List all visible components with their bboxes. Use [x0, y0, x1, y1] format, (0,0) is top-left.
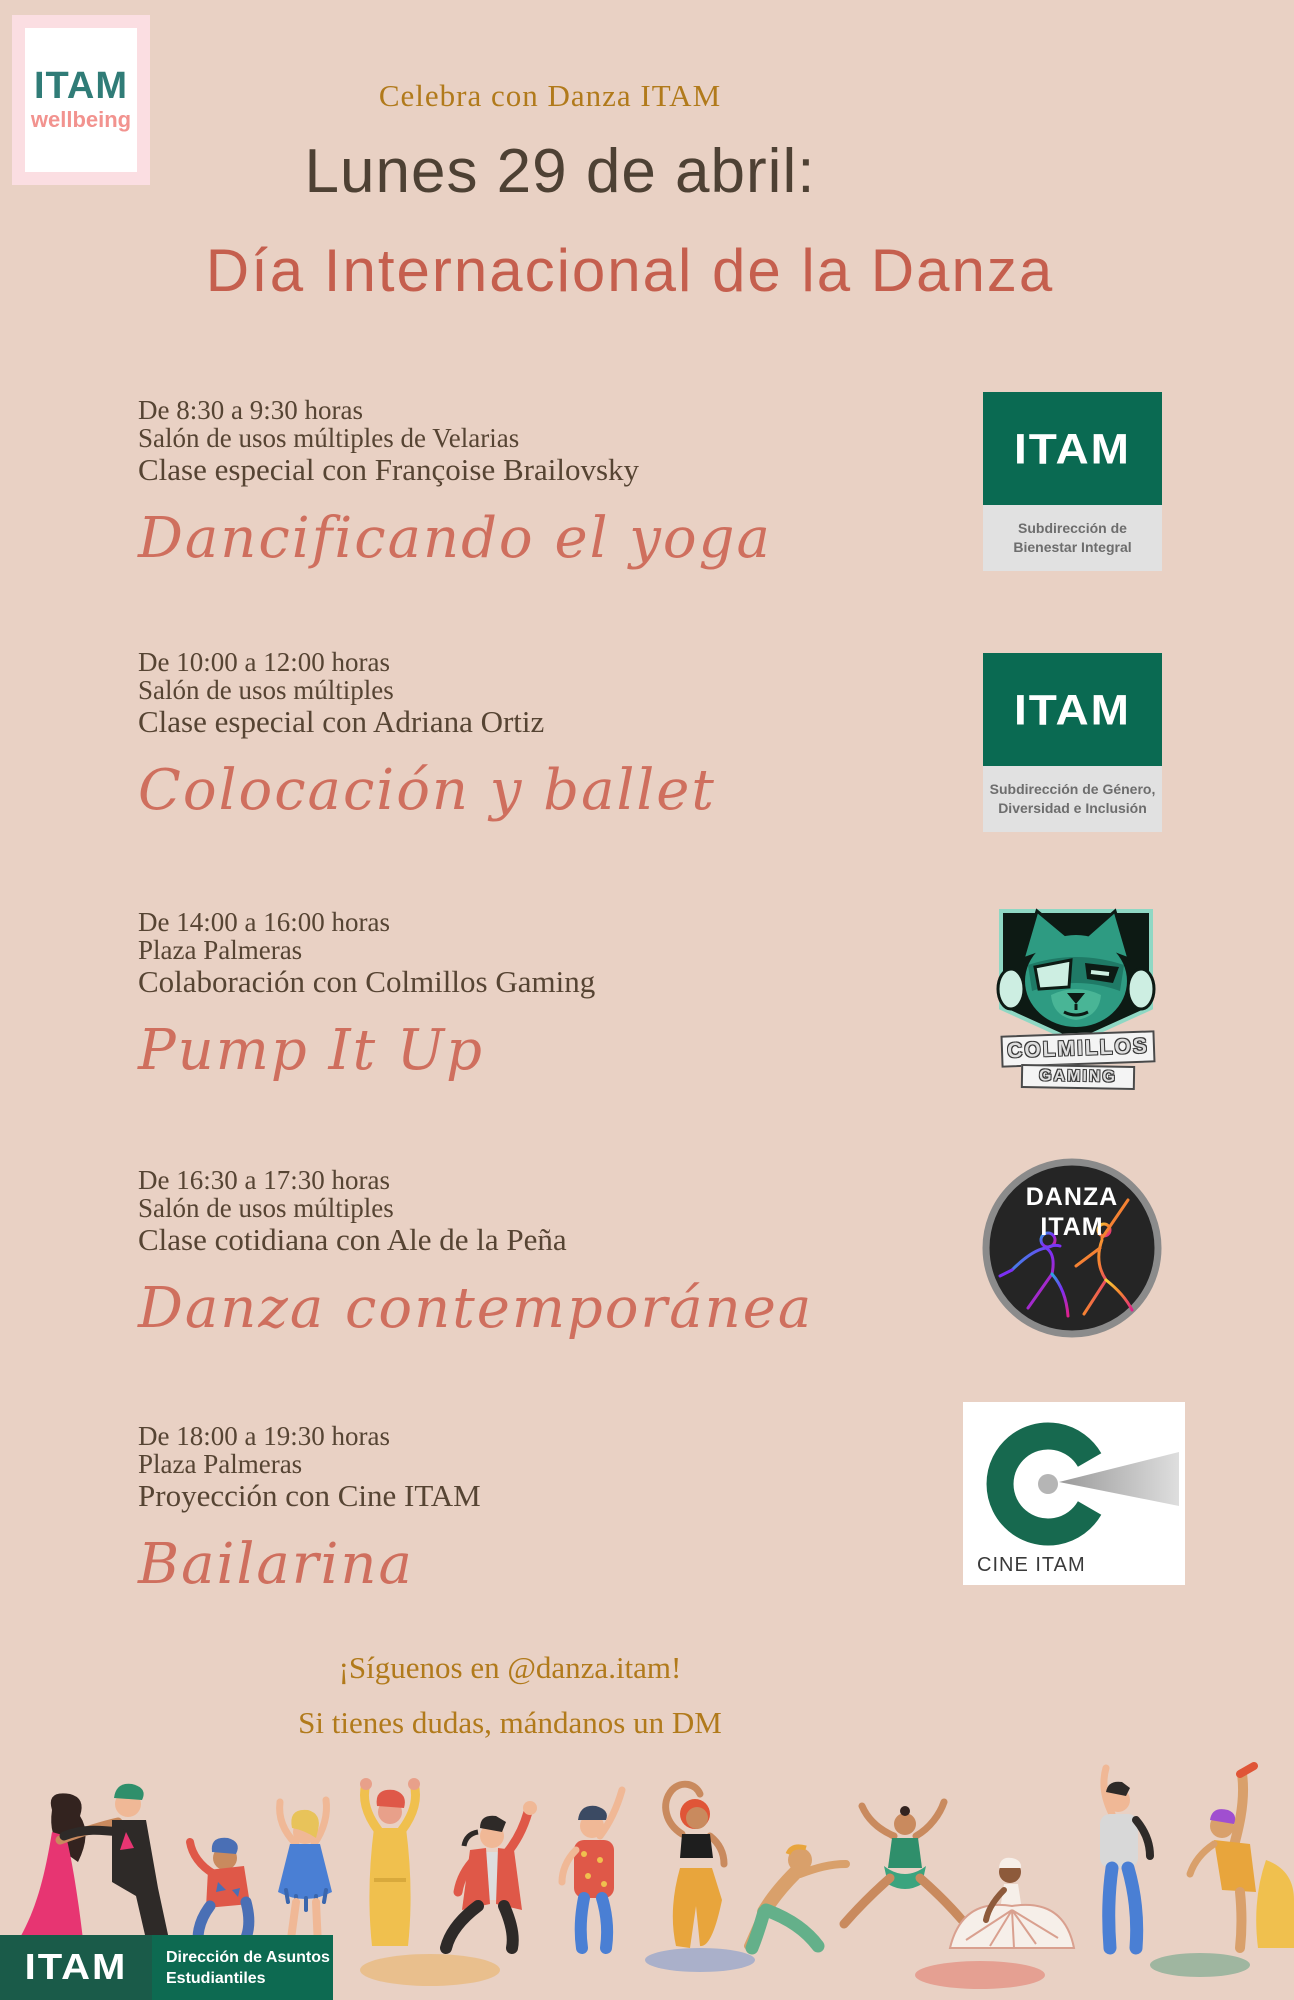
itam-genero-logo — [983, 653, 1162, 832]
page-subtitle: Día Internacional de la Danza — [205, 237, 1055, 304]
colmillos-gaming-text: GAMING — [1021, 1064, 1135, 1090]
danza-itam-logo — [982, 1158, 1162, 1338]
itam-wordmark: ITAM — [1013, 424, 1131, 473]
event-location: Plaza Palmeras — [138, 1449, 303, 1479]
page-title: Lunes 29 de abril: — [304, 137, 816, 206]
itam-logo-caption — [983, 505, 1162, 571]
dancer-figure — [360, 1778, 420, 1946]
event-time: De 8:30 a 9:30 horas — [138, 395, 363, 425]
event-location: Salón de usos múltiples de Velarias — [138, 423, 520, 453]
event-name: Danza contemporánea — [138, 1276, 814, 1341]
event-location: Plaza Palmeras — [138, 935, 303, 965]
caption-line: Subdirección de — [1018, 520, 1127, 536]
wellbeing-itam-text: ITAM — [33, 64, 129, 107]
cine-itam-text: CINE ITAM — [977, 1554, 1086, 1576]
itam-logo-green-box — [983, 653, 1162, 766]
itam-line: ITAM — [1040, 1213, 1104, 1241]
dancer-figure — [14, 1784, 170, 1948]
event-description: Clase cotidiana con Ale de la Peña — [138, 1222, 567, 1257]
footer-department — [152, 1935, 333, 2000]
event-time: De 14:00 a 16:00 horas — [138, 907, 390, 937]
footer-bar — [0, 1935, 333, 2000]
event-name: Dancificando el yoga — [138, 506, 772, 571]
colmillos-gaming-logo — [995, 905, 1157, 1100]
danza-itam-text — [982, 1182, 1162, 1242]
event-name: Colocación y ballet — [138, 758, 716, 823]
dancer-figure — [666, 1784, 724, 1948]
social-follow-text: ¡Síguenos en @danza.itam! — [338, 1650, 682, 1685]
colmillos-banner-text: COLMILLOS — [1000, 1030, 1155, 1067]
wellbeing-text: wellbeing — [30, 106, 132, 132]
itam-wordmark: ITAM — [24, 1947, 128, 1987]
caption-line: Diversidad e Inclusión — [998, 800, 1147, 816]
kicker-text: Celebra con Danza ITAM — [378, 78, 722, 113]
dancer-figure — [446, 1801, 537, 1948]
event-block-yoga — [138, 396, 858, 569]
itam-wordmark: ITAM — [1013, 685, 1131, 734]
itam-bienestar-logo — [983, 392, 1162, 571]
caption-line: Subdirección de Género, — [989, 781, 1156, 797]
cine-itam-logo — [963, 1402, 1185, 1585]
danza-line: DANZA — [1025, 1183, 1119, 1211]
event-time: De 10:00 a 12:00 horas — [138, 647, 390, 677]
event-name: Bailarina — [138, 1532, 414, 1597]
dancer-figure — [950, 1858, 1074, 1948]
event-block-contemporanea — [138, 1166, 858, 1339]
event-block-ballet — [138, 648, 858, 821]
event-location: Salón de usos múltiples — [138, 675, 394, 705]
department-line: Dirección de Asuntos — [166, 1948, 330, 1966]
dancer-figure — [844, 1802, 962, 1924]
event-description: Clase especial con Françoise Brailovsky — [138, 452, 640, 487]
department-line: Estudiantiles — [166, 1969, 266, 1987]
colmillos-wolf-icon — [995, 905, 1157, 1045]
dancer-figure — [1100, 1768, 1150, 1948]
dancer-figure — [190, 1838, 250, 1948]
dancer-figure — [562, 1790, 622, 1948]
event-block-pump-it-up — [138, 908, 858, 1081]
event-description: Proyección con Cine ITAM — [138, 1478, 481, 1513]
event-location: Salón de usos múltiples — [138, 1193, 394, 1223]
caption-line: Bienestar Integral — [1013, 539, 1132, 555]
event-time: De 18:00 a 19:30 horas — [138, 1421, 390, 1451]
event-description: Colaboración con Colmillos Gaming — [138, 964, 596, 999]
event-description: Clase especial con Adriana Ortiz — [138, 704, 545, 739]
social-dm-text: Si tienes dudas, mándanos un DM — [298, 1705, 722, 1740]
dancer-figure — [278, 1800, 332, 1946]
event-name: Pump It Up — [138, 1018, 484, 1083]
event-block-bailarina — [138, 1422, 858, 1595]
itam-logo-caption — [983, 766, 1162, 832]
footer-itam-logo — [0, 1935, 152, 2000]
dancer-figure — [1190, 1766, 1294, 1948]
event-time: De 16:30 a 17:30 horas — [138, 1165, 390, 1195]
itam-logo-green-box — [983, 392, 1162, 505]
dancer-figure — [748, 1847, 846, 1948]
